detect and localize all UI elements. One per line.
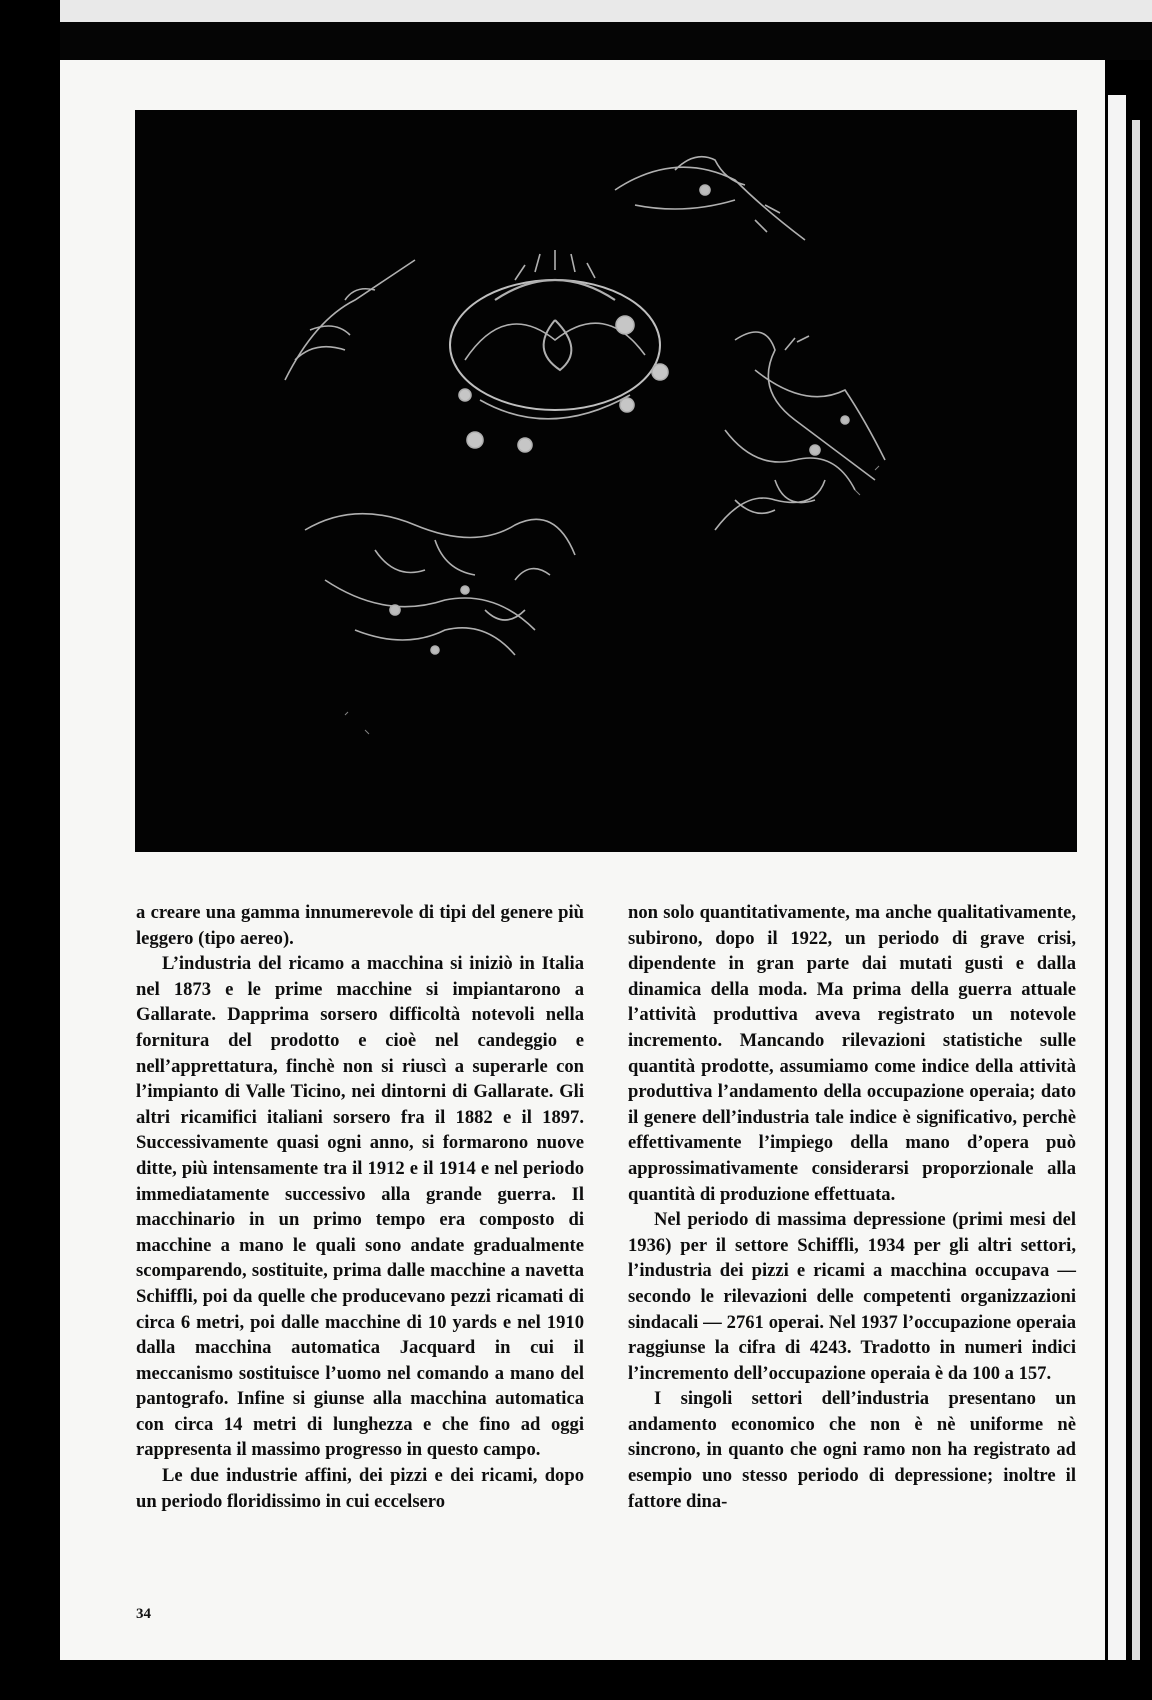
paragraph: Le due industrie affini, dei pizzi e dei ricami, dopo un periodo floridissimo in cui eccelsero bbox=[136, 1465, 584, 1512]
scan-right-edge-shadow bbox=[1132, 120, 1140, 1680]
paragraph: a creare una gamma innumerevole di tipi del genere più leggero (tipo aereo). bbox=[136, 902, 584, 949]
lace-motifs bbox=[135, 110, 1077, 852]
paragraph: Nel periodo di massima depressione (primi mesi del 1936) per il settore Schiffli, 1934 per gli altri settori, l’industria dei pizzi e ricami a macchina occupava — secondo le rilevazioni delle competenti organizzazioni sindacali — 2761 operai. Nel 1937 l’occupazione operaia raggiunse la cifra di 4243. Tradotto in numeri indici l’incremento dell’occupazione operaia è da 100 a 157. bbox=[628, 1209, 1076, 1384]
page-number: 34 bbox=[136, 1606, 151, 1622]
text-column-right bbox=[628, 900, 1076, 1514]
paragraph: L’industria del ricamo a macchina si iniziò in Italia nel 1873 e le prime macchine si impiantarono a Gallarate. Dapprima sorsero difficoltà notevoli nella fornitura del prodotto e cioè nel candeggio e nell’apprettatura, finchè non si riuscì a superarle con l’impianto di Valle Ticino, nei dintorni di Gallarate. Gli altri ricamifici italiani sorsero fra il 1882 e il 1897. Successivamente quasi ogni anno, si formarono nuove ditte, più intensamente tra il 1912 e il 1914 e nel periodo immediatamente successivo alla grande guerra. Il macchinario in un primo tempo era composto di macchine a mano le quali sono andate gradualmente scomparendo, sostituite, prima dalle macchine a navetta Schiffli, poi da quelle che producevano pezzi ricamati di circa 6 metri, poi dalle macchine di 10 yards e nel 1910 dalla macchina automatica Jacquard in cui il meccanismo sostituisce l’uomo nel comando a mano del pantografo. Infine si giunse alla macchina automatica con circa 14 metri di lunghezza e che fino ad oggi rappresenta il massimo progresso in questo campo. bbox=[136, 953, 584, 1461]
scan-bottom-band bbox=[0, 1660, 1152, 1700]
text-column-left bbox=[136, 900, 584, 1514]
scan-right-edge bbox=[1108, 95, 1126, 1675]
paragraph: non solo quantitativamente, ma anche qualitativamente, subirono, dopo il 1922, un periodo di grave crisi, dipendente in gran parte dai mutati gusti e dalla dinamica della moda. Ma prima della guerra attuale l’attività produttiva aveva registrato un notevole incremento. Mancando rilevazioni statistiche sulle quantità prodotte, assumiamo come indice della attività produttiva l’andamento della occupazione operaia; dato il genere dell’industria tale indice è significativo, perchè effettivamente l’impiego della mano d’opera può approssimativamente considerarsi proporzionale alla quantità di produzione effettuata. bbox=[628, 902, 1076, 1205]
paragraph: I singoli settori dell’industria presentano un andamento economico che non è nè uniforme nè sincrono, in quanto che ogni ramo non ha registrato ad esempio uno stesso periodo di depressione; inoltre il fattore dina- bbox=[628, 1388, 1076, 1512]
scan-top-strip bbox=[60, 0, 1152, 22]
lace-photograph bbox=[135, 110, 1077, 852]
scan-top-dark-band bbox=[60, 22, 1152, 60]
